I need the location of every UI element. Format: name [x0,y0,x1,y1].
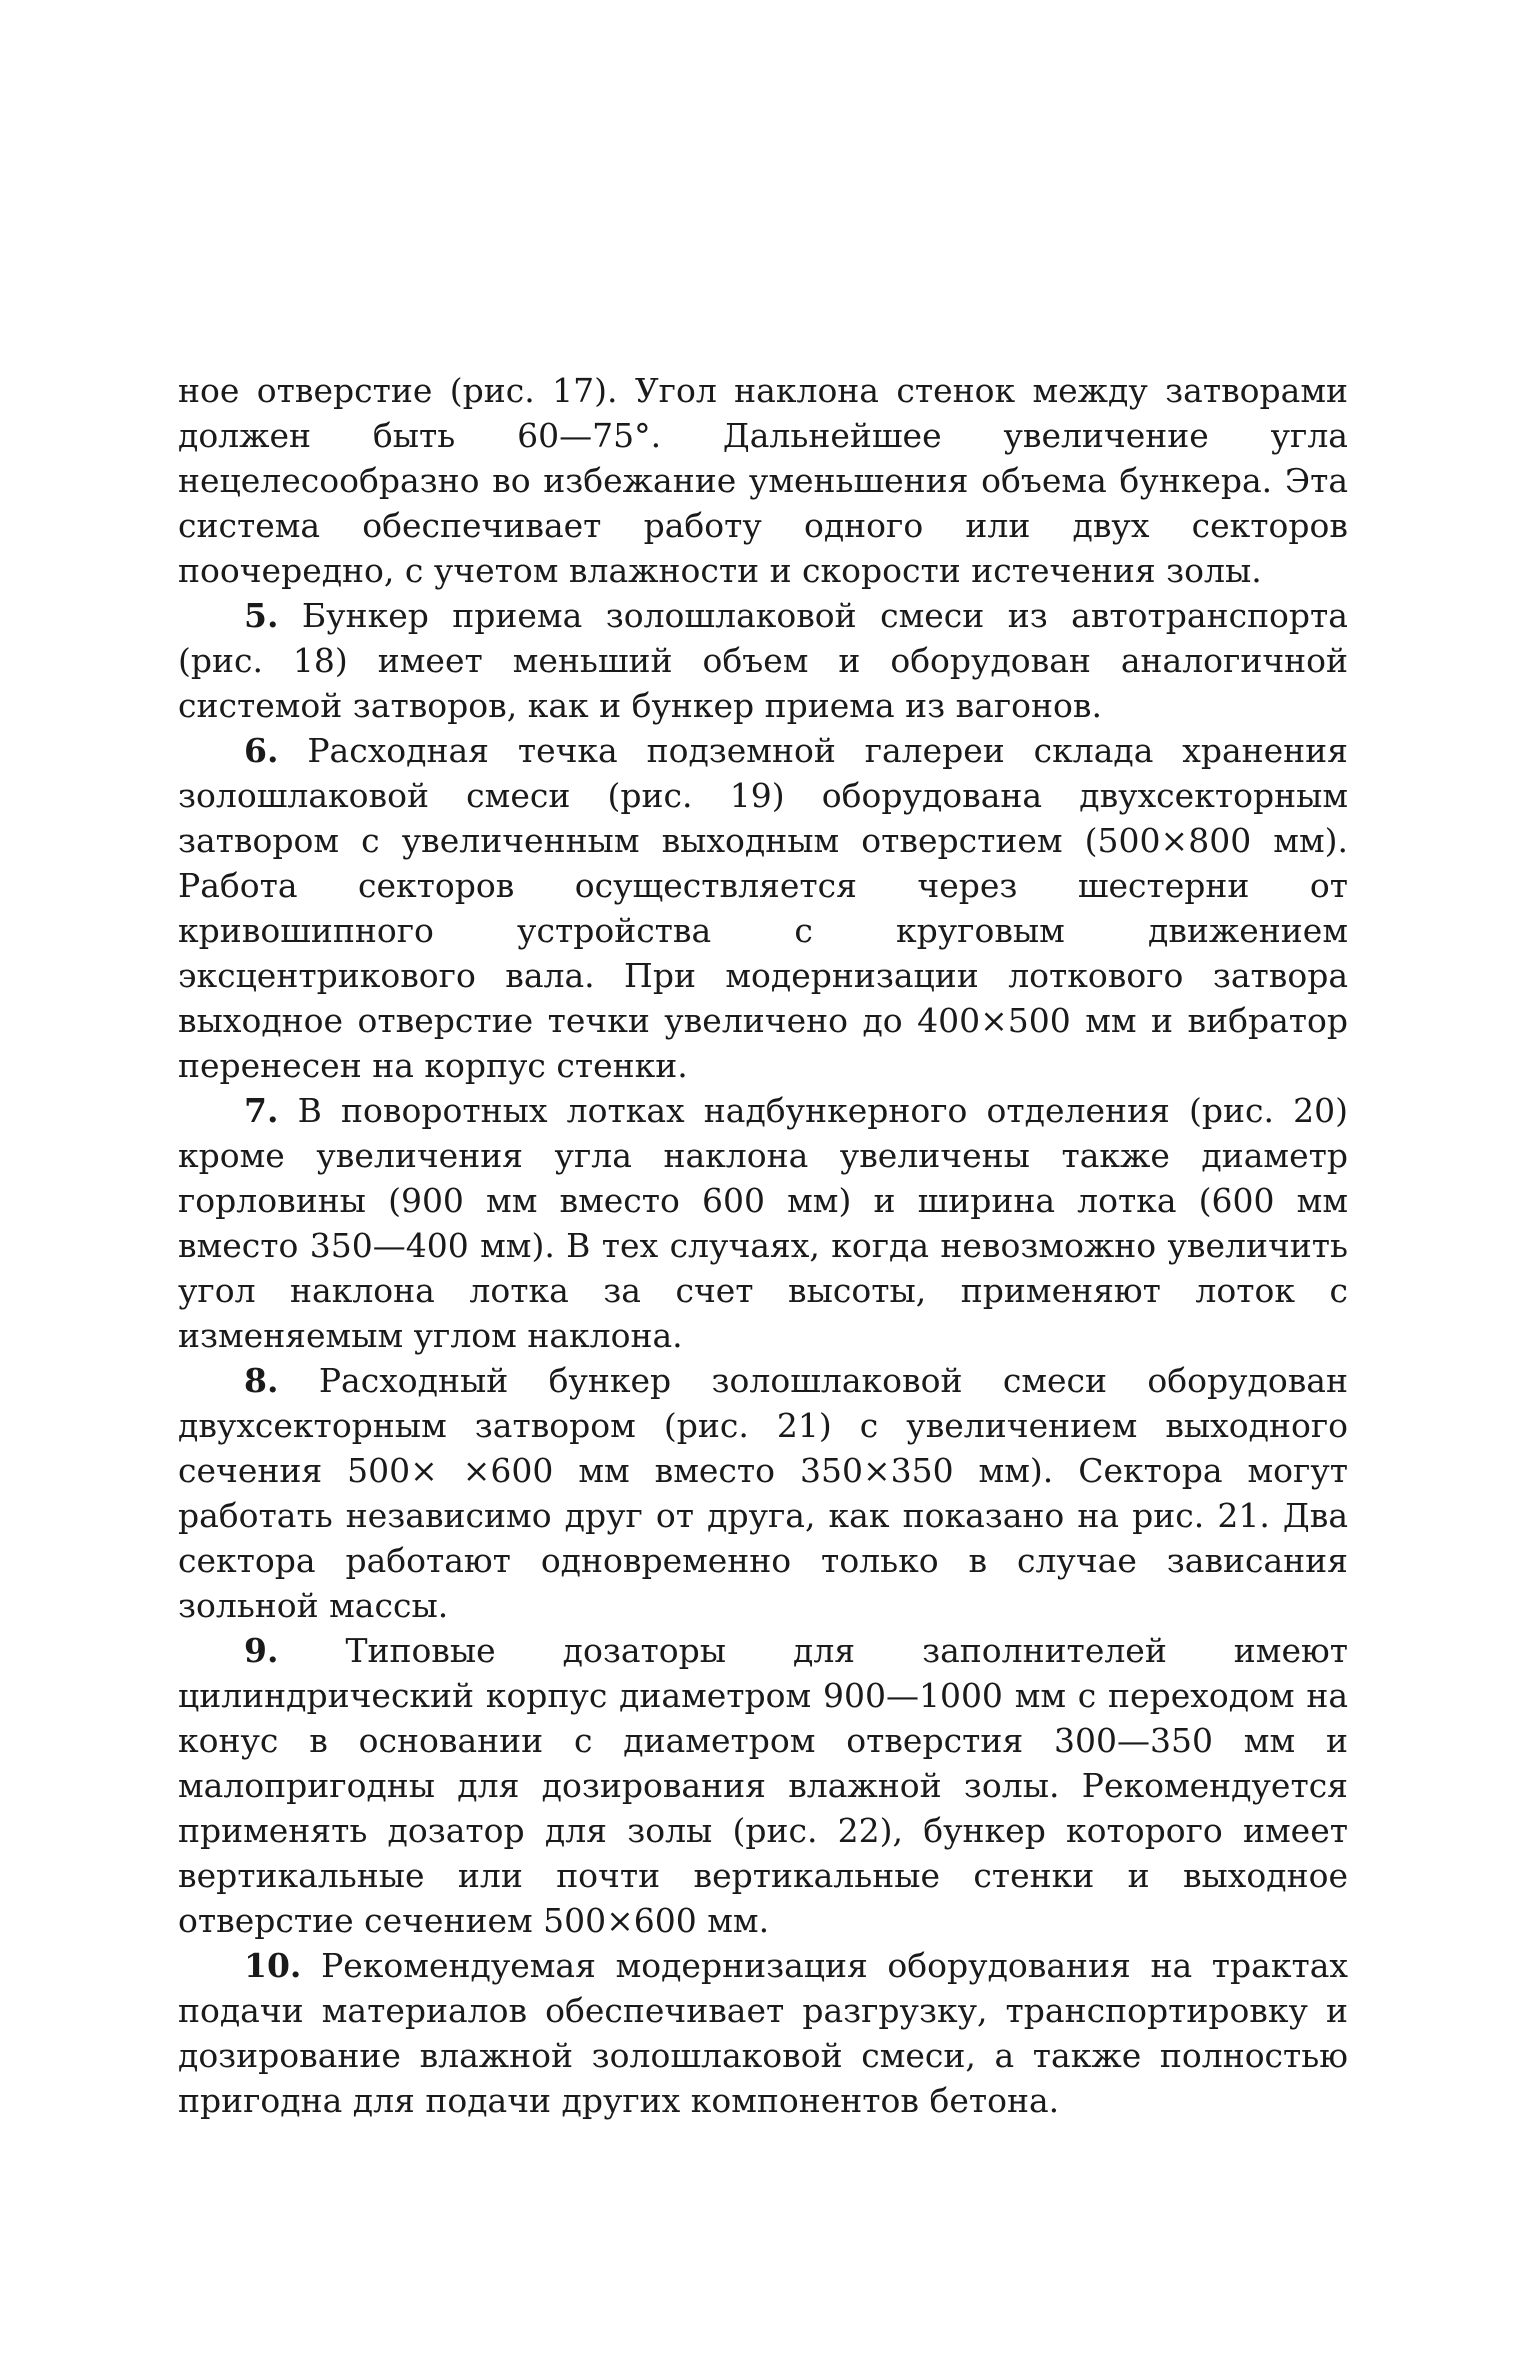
paragraph-number: 7. [244,1091,279,1130]
paragraph-continuation [178,368,1348,593]
paragraph-item-8 [178,1358,1348,1628]
paragraph-text: Бункер приема золошлаковой смеси из автотранспорта (рис. 18) имеет меньший объем и оборудован аналогичной системой затворов, как и бункер приема из вагонов. [178,596,1348,725]
paragraph-item-9 [178,1628,1348,1943]
paragraph-text: Типовые дозаторы для заполнителей имеют цилиндрический корпус диаметром 900—1000 мм с переходом на конус в основании с диаметром отверстия 300—350 мм и малопригодны для дозирования влажной золы. Рекомендуется применять дозатор для золы (рис. 22), бункер которого имеет вертикальные или почти вертикальные стенки и выходное отверстие сечением 500×600 мм. [178,1631,1348,1940]
document-page [178,368,1348,2123]
paragraph-item-7 [178,1088,1348,1358]
paragraph-number: 10. [244,1946,302,1985]
paragraph-item-10 [178,1943,1348,2123]
paragraph-text: ное отверстие (рис. 17). Угол наклона стенок между затворами должен быть 60—75°. Дальнейшее увеличение угла нецелесообразно во избежание уменьшения объема бункера. Эта система обеспечивает работу одного или двух секторов поочередно, с учетом влажности и скорости истечения золы. [178,371,1348,590]
paragraph-text: Рекомендуемая модернизация оборудования на трактах подачи материалов обеспечивает разгрузку, транспортировку и дозирование влажной золошлаковой смеси, а также полностью пригодна для подачи других компонентов бетона. [178,1946,1348,2120]
paragraph-item-6 [178,728,1348,1088]
paragraph-text: Расходная течка подземной галереи склада хранения золошлаковой смеси (рис. 19) оборудована двухсекторным затвором с увеличенным выходным отверстием (500×800 мм). Работа секторов осуществляется через шестерни от кривошипного устройства с круговым движением эксцентрикового вала. При модернизации лоткового затвора выходное отверстие течки увеличено до 400×500 мм и вибратор перенесен на корпус стенки. [178,731,1348,1085]
paragraph-number: 9. [244,1631,279,1670]
paragraph-number: 5. [244,596,279,635]
paragraph-number: 8. [244,1361,279,1400]
paragraph-text: Расходный бункер золошлаковой смеси оборудован двухсекторным затвором (рис. 21) с увеличением выходного сечения 500× ×600 мм вместо 350×350 мм). Сектора могут работать независимо друг от друга, как показано на рис. 21. Два сектора работают одновременно только в случае зависания зольной массы. [178,1361,1348,1625]
paragraph-item-5 [178,593,1348,728]
paragraph-number: 6. [244,731,279,770]
paragraph-text: В поворотных лотках надбункерного отделения (рис. 20) кроме увеличения угла наклона увеличены также диаметр горловины (900 мм вместо 600 мм) и ширина лотка (600 мм вместо 350—400 мм). В тех случаях, когда невозможно увеличить угол наклона лотка за счет высоты, применяют лоток с изменяемым углом наклона. [178,1091,1348,1355]
